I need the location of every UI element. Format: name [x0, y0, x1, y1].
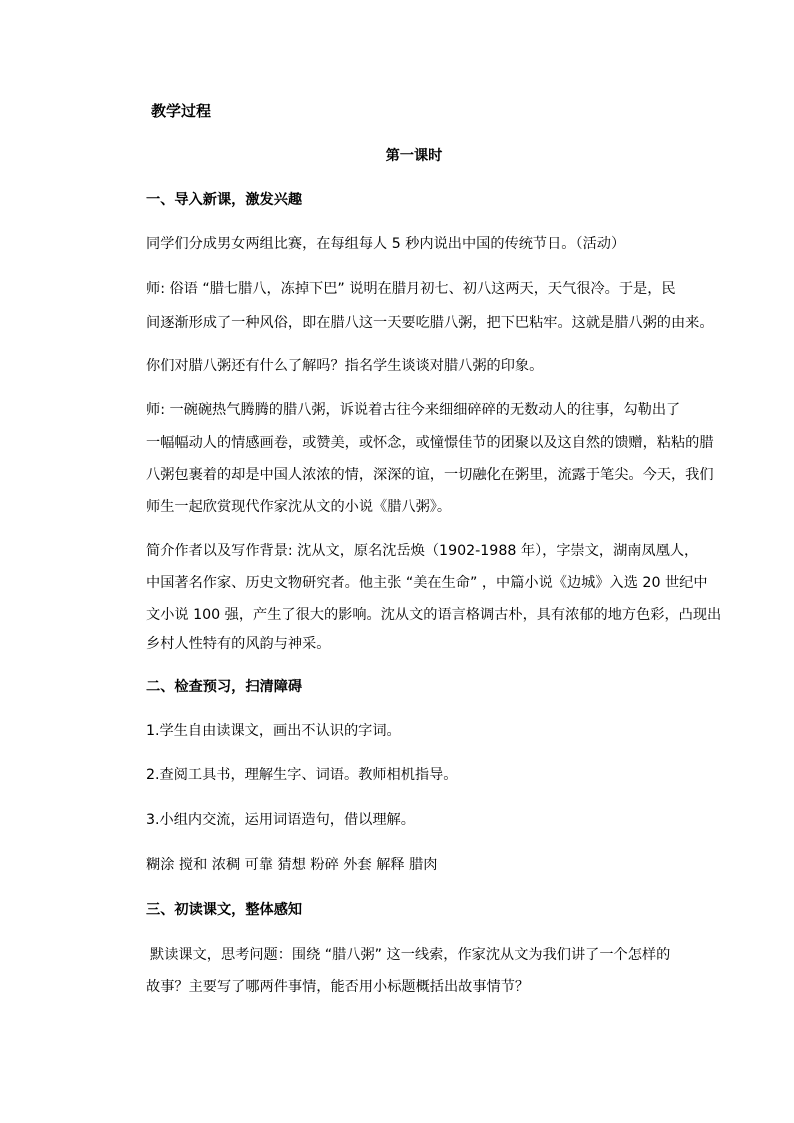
- paragraph-line: 同学们分成男女两组比赛，在每组每人 5 秒内说出中国的传统节日。（活动）: [146, 236, 626, 252]
- paragraph-line: 故事？主要写了哪两件事情，能否用小标题概括出故事情节？: [146, 979, 530, 995]
- paragraph-line: 默读课文，思考问题：围绕 “腊八粥” 这一线索，作家沈从文为我们讲了一个怎样的: [150, 947, 671, 963]
- section-heading-1: 一、导入新课，激发兴趣: [146, 192, 303, 208]
- section-heading-3: 三、初读课文，整体感知: [146, 902, 303, 918]
- paragraph-line: 师: 俗语 “腊七腊八，冻掉下巴” 说明在腊月初七、初八这两天，天气很冷。于是，民: [146, 281, 676, 297]
- paragraph-line: 八粥包裹着的却是中国人浓浓的情，深深的谊，一切融化在粥里，流露于笔尖。今天，我们: [146, 467, 714, 483]
- paragraph-line: 乡村人性特有的风韵与神采。: [146, 636, 331, 652]
- paragraph-line: 间逐渐形成了一种风俗，即在腊八这一天要吃腊八粥，把下巴粘牢。这就是腊八粥的由来。: [146, 315, 714, 331]
- list-item: 3.小组内交流，运用词语造句，借以理解。: [146, 812, 415, 828]
- paragraph-line: 一幅幅动人的情感画卷，或赞美，或怀念，或憧憬佳节的团聚以及这自然的馈赠，粘粘的腊: [146, 435, 714, 451]
- paragraph-line: 师生一起欣赏现代作家沈从文的小说《腊八粥》。: [146, 499, 452, 515]
- vocabulary-list: 糊涂 搅和 浓稠 可靠 猜想 粉碎 外套 解释 腊肉: [146, 857, 438, 873]
- doc-title: 教学过程: [151, 102, 212, 120]
- lesson-heading-text: 第一课时: [385, 148, 443, 164]
- paragraph-line: 简介作者以及写作背景: 沈从文，原名沈岳焕（1902-1988 年），字崇文，湖南凤凰人，: [146, 543, 699, 559]
- paragraph-line: 中国著名作家、历史文物研究者。他主张 “美在生命” ，中篇小说《边城》入选 20 世纪中: [146, 575, 708, 591]
- list-item: 1.学生自由读课文，画出不认识的字词。: [146, 723, 401, 739]
- paragraph-line: 师: 一碗碗热气腾腾的腊八粥，诉说着古往今来细细碎碎的无数动人的往事，勾勒出了: [146, 402, 681, 418]
- list-item: 2.查阅工具书，理解生字、词语。教师相机指导。: [146, 767, 458, 783]
- section-heading-2: 二、检查预习，扫清障碍: [146, 679, 303, 695]
- paragraph-line: 你们对腊八粥还有什么了解吗？指名学生谈谈对腊八粥的印象。: [146, 358, 544, 374]
- paragraph-line: 文小说 100 强，产生了很大的影响。沈从文的语言格调古朴，具有浓郁的地方色彩，凸现出: [146, 607, 722, 623]
- lesson-heading: [0, 146, 794, 166]
